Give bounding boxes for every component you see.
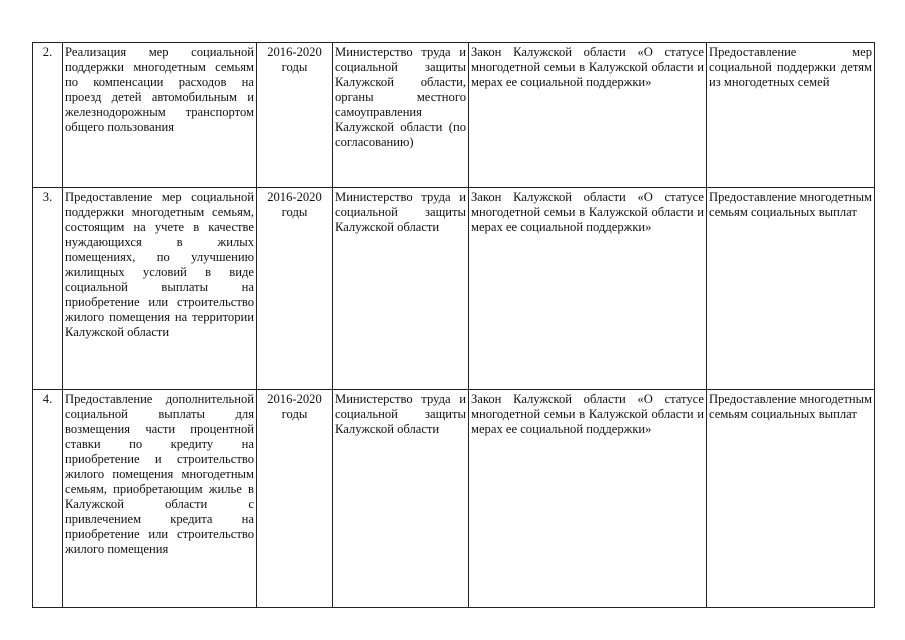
executor-cell: Министерство труда и социальной защиты Калужской области (333, 390, 469, 608)
executor-cell: Министерство труда и социальной защиты Калужской области, органы местного самоуправления Калужской области (по согласованию) (333, 43, 469, 188)
measure-cell: Реализация мер социальной поддержки многодетным семьям по компенсации расходов на проезд детей автомобильным и железнодорожным транспортом общего пользования (63, 43, 257, 188)
period-cell: 2016-2020 годы (257, 43, 333, 188)
table-row (33, 188, 875, 390)
result-cell: Предоставление мер социальной поддержки детям из многодетных семей (707, 43, 875, 188)
row-number: 2. (33, 43, 63, 188)
result-cell: Предоставление многодетным семьям социальных выплат (707, 390, 875, 608)
row-number: 4. (33, 390, 63, 608)
period-cell: 2016-2020 годы (257, 390, 333, 608)
table-row (33, 43, 875, 188)
measure-cell: Предоставление дополнительной социальной выплаты для возмещения части процентной ставки по кредиту на приобретение и строительство жилого помещения многодетным семьям, приобретающим жилье в Калужской области с привлечением кредита на приобретение или строительство жилого помещения (63, 390, 257, 608)
legal-basis-cell: Закон Калужской области «О статусе многодетной семьи в Калужской области и мерах ее социальной поддержки» (469, 43, 707, 188)
legal-basis-cell: Закон Калужской области «О статусе многодетной семьи в Калужской области и мерах ее социальной поддержки» (469, 390, 707, 608)
executor-cell: Министерство труда и социальной защиты Калужской области (333, 188, 469, 390)
period-cell: 2016-2020 годы (257, 188, 333, 390)
table-row (33, 390, 875, 608)
measures-table (32, 42, 875, 608)
result-cell: Предоставление многодетным семьям социальных выплат (707, 188, 875, 390)
legal-basis-cell: Закон Калужской области «О статусе многодетной семьи в Калужской области и мерах ее социальной поддержки» (469, 188, 707, 390)
row-number: 3. (33, 188, 63, 390)
measure-cell: Предоставление мер социальной поддержки многодетным семьям, состоящим на учете в качестве нуждающихся в жилых помещениях, по улучшению жилищных условий в виде социальной выплаты на приобретение или строительство жилого помещения на территории Калужской области (63, 188, 257, 390)
